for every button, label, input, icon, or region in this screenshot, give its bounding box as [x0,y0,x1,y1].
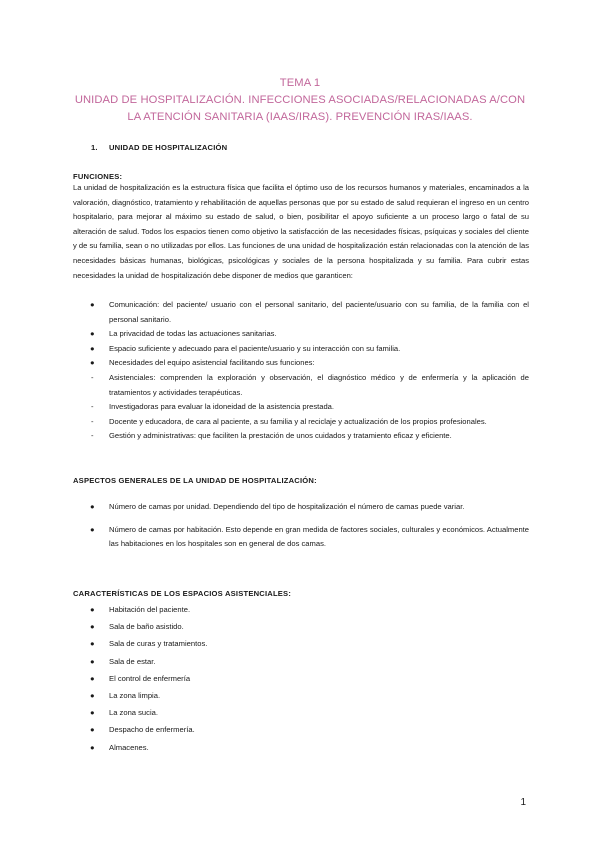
list-item: ● La zona limpia. [90,690,161,700]
list-item: ● La zona sucia. [90,708,158,718]
list-item: ● Necesidades del equipo asistencial facilitando sus funciones: [90,358,315,368]
list-item: ● Despacho de enfermería. [90,725,195,735]
list-item: ● Sala de estar. [90,656,156,666]
list-item: ● Comunicación: del paciente/ usuario con el personal sanitario, del paciente/usuario con su familia, de la familia con el personal sanitario. [90,300,529,324]
list-item: - Docente y educadora, de cara al paciente, a su familia y al reciclaje y actualización de los propios profesionales. [91,416,487,426]
list-item: ● El control de enfermería [90,673,191,683]
caracteristicas-heading: CARACTERÍSTICAS DE LOS ESPACIOS ASISTENCIALES: [73,589,292,598]
aspectos-list [73,500,529,560]
funciones-list [73,298,529,444]
list-item: - Asistenciales: comprenden la exploración y observación, el diagnóstico médico y de enfermería y la aplicación de tratamientos y actividades terapéuticas. [91,372,529,397]
list-item: - Investigadoras para evaluar la idoneidad de la asistencia prestada. [91,402,335,412]
aspectos-heading: ASPECTOS GENERALES DE LA UNIDAD DE HOSPITALIZACIÓN: [73,476,317,485]
list-item: ● Sala de baño asistido. [90,622,184,632]
list-item: ● Habitación del paciente. [90,605,191,614]
section-title: UNIDAD DE HOSPITALIZACIÓN [109,143,228,152]
funciones-paragraph: La unidad de hospitalización es la estructura física que facilita el óptimo uso de los recursos humanos y materiales, encaminados a la valoración, diagnóstico, tratamiento y rehabilitación de aquellas personas que por su estado de salud requieran el ingreso en un centro hospitalario, para mejorar al máximo su estado de salud, o bien, posibilitar el apoyo suficiente a un proceso largo o fatal de su alteración de salud. Todos los espacios tienen como objetivo la satisfacción de las necesidades físicas, psíquicas y sociales del cliente y de su familia, sean o no utilizadas por ellos. Las funciones de una unidad de hospitalización están relacionadas con la atención de las necesidades básicas humanas, biológicas, psicológicas y sociales de la persona hospitalizada y su familia. Para cubrir estas necesidades la unidad de hospitalización debe disponer de medios que garanticen: [73,183,529,280]
title-line-1: TEMA 1 [279,77,321,89]
document-title [60,75,540,126]
section-heading [91,143,227,152]
list-item: - Gestión y administrativas: que faciliten la prestación de unos cuidados y tratamiento eficaz y eficiente. [91,431,452,441]
list-item: ● Almacenes. [90,742,149,752]
title-line-2: UNIDAD DE HOSPITALIZACIÓN. INFECCIONES ASOCIADAS/RELACIONADAS A/CON [74,94,526,106]
list-item: ● La privacidad de todas las actuaciones sanitarias. [90,329,277,339]
list-item: ● Número de camas por habitación. Esto depende en gran medida de factores sociales, culturales y económicos. Actualmente las habitaciones en los hospitales son en general de dos camas. [90,524,529,549]
caracteristicas-list [73,603,529,758]
list-item: ● Número de camas por unidad. Dependiendo del tipo de hospitalización el número de camas puede variar. [90,502,465,511]
list-item: ● Sala de curas y tratamientos. [90,639,208,649]
title-line-3: LA ATENCIÓN SANITARIA (IAAS/IRAS). PREVENCIÓN IRAS/IAAS. [127,111,473,123]
page-number: 1 [520,797,526,808]
section-number: 1. [91,143,98,152]
list-item: ● Espacio suficiente y adecuado para el paciente/usuario y su interacción con su familia. [90,343,401,353]
funciones-heading: FUNCIONES: [73,172,123,181]
